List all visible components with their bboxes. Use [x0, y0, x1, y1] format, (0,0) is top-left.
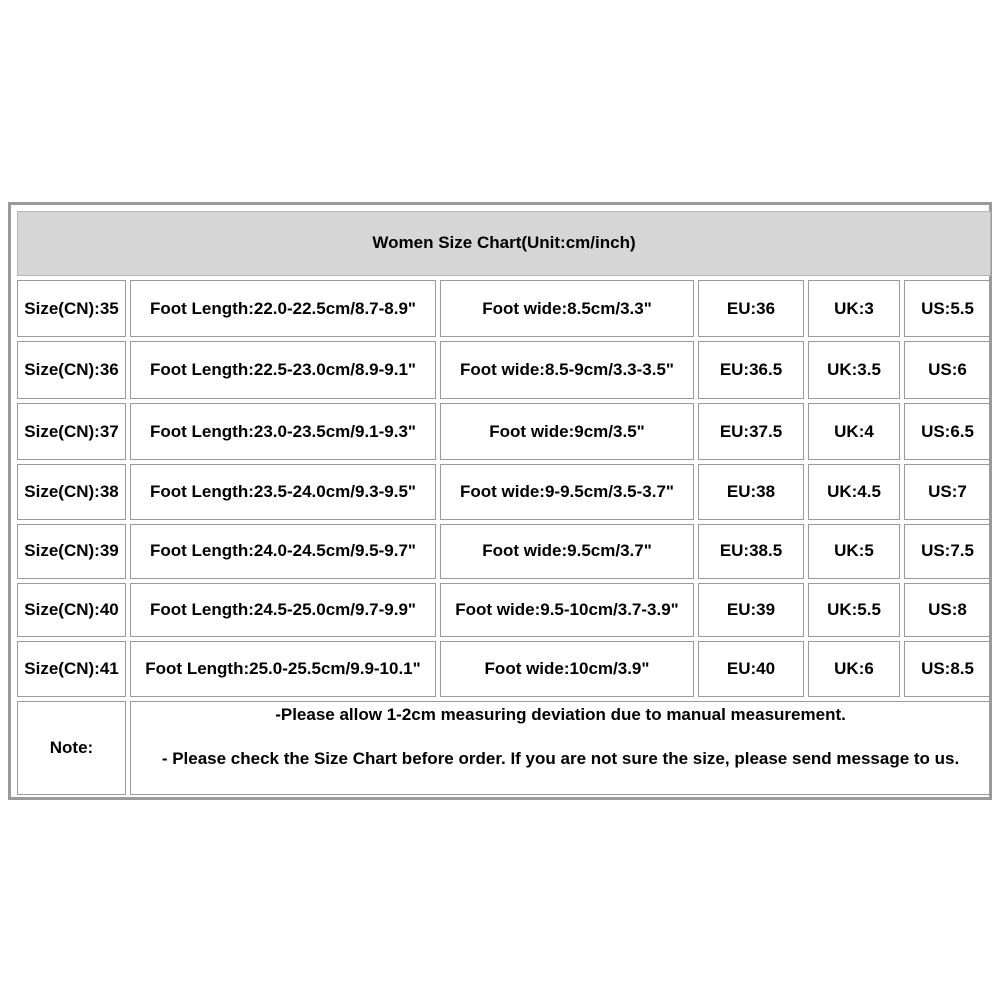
cell-foot-length: Foot Length:24.5-25.0cm/9.7-9.9": [130, 583, 436, 637]
table-row: [17, 464, 991, 519]
cell-foot-wide: Foot wide:9cm/3.5": [440, 403, 694, 461]
cell-uk: UK:5.5: [808, 583, 900, 637]
cell-eu: EU:36.5: [698, 341, 804, 399]
cell-us: US:7: [904, 464, 991, 519]
table-row: [17, 341, 991, 399]
cell-foot-length: Foot Length:24.0-24.5cm/9.5-9.7": [130, 524, 436, 579]
cell-foot-wide: Foot wide:9.5cm/3.7": [440, 524, 694, 579]
note-spacer: [141, 726, 980, 748]
cell-foot-wide: Foot wide:8.5-9cm/3.3-3.5": [440, 341, 694, 399]
cell-foot-length: Foot Length:25.0-25.5cm/9.9-10.1": [130, 641, 436, 696]
chart-title: Women Size Chart(Unit:cm/inch): [17, 211, 991, 276]
note-row: [17, 701, 991, 795]
cell-us: US:8: [904, 583, 991, 637]
cell-us: US:5.5: [904, 280, 991, 338]
size-chart: [8, 202, 992, 800]
note-label: Note:: [17, 701, 126, 795]
size-chart-table: [13, 207, 995, 799]
table-row: [17, 403, 991, 461]
cell-eu: EU:40: [698, 641, 804, 696]
note-line-check-chart: - Please check the Size Chart before order. If you are not sure the size, please send message to us.: [161, 748, 960, 768]
cell-uk: UK:4: [808, 403, 900, 461]
cell-uk: UK:3.5: [808, 341, 900, 399]
cell-eu: EU:39: [698, 583, 804, 637]
cell-eu: EU:37.5: [698, 403, 804, 461]
cell-size: Size(CN):39: [17, 524, 126, 579]
cell-foot-length: Foot Length:22.0-22.5cm/8.7-8.9": [130, 280, 436, 338]
cell-us: US:6.5: [904, 403, 991, 461]
cell-eu: EU:38: [698, 464, 804, 519]
cell-eu: EU:38.5: [698, 524, 804, 579]
cell-uk: UK:4.5: [808, 464, 900, 519]
cell-size: Size(CN):35: [17, 280, 126, 338]
note-line-deviation: -Please allow 1-2cm measuring deviation due to manual measurement.: [275, 704, 846, 724]
cell-uk: UK:6: [808, 641, 900, 696]
table-header-row: [17, 211, 991, 276]
cell-us: US:8.5: [904, 641, 991, 696]
cell-us: US:7.5: [904, 524, 991, 579]
cell-size: Size(CN):37: [17, 403, 126, 461]
cell-size: Size(CN):38: [17, 464, 126, 519]
cell-foot-length: Foot Length:23.5-24.0cm/9.3-9.5": [130, 464, 436, 519]
cell-foot-wide: Foot wide:10cm/3.9": [440, 641, 694, 696]
cell-uk: UK:5: [808, 524, 900, 579]
cell-foot-length: Foot Length:23.0-23.5cm/9.1-9.3": [130, 403, 436, 461]
cell-foot-wide: Foot wide:9.5-10cm/3.7-3.9": [440, 583, 694, 637]
cell-size: Size(CN):41: [17, 641, 126, 696]
table-row: [17, 280, 991, 338]
table-row: [17, 524, 991, 579]
cell-foot-wide: Foot wide:8.5cm/3.3": [440, 280, 694, 338]
note-body: [130, 701, 991, 795]
cell-us: US:6: [904, 341, 991, 399]
cell-size: Size(CN):40: [17, 583, 126, 637]
cell-eu: EU:36: [698, 280, 804, 338]
cell-uk: UK:3: [808, 280, 900, 338]
table-row: [17, 641, 991, 696]
cell-size: Size(CN):36: [17, 341, 126, 399]
table-row: [17, 583, 991, 637]
cell-foot-length: Foot Length:22.5-23.0cm/8.9-9.1": [130, 341, 436, 399]
cell-foot-wide: Foot wide:9-9.5cm/3.5-3.7": [440, 464, 694, 519]
